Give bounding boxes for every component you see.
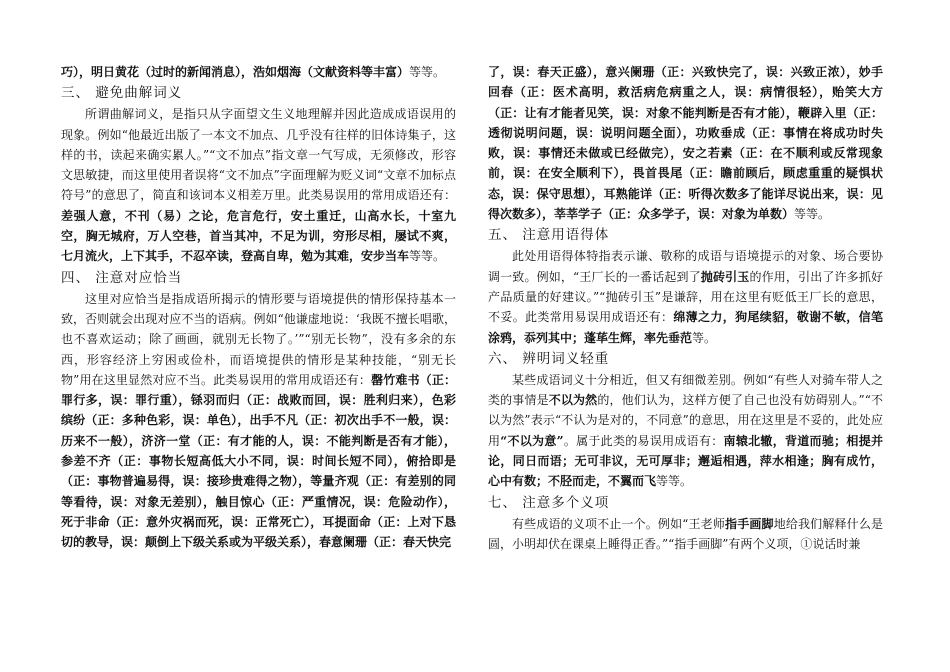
emphasized-idioms: 不以为然 [548, 393, 598, 408]
paragraph-continuation [61, 62, 456, 82]
body-text: 。属于此类的易误用成语有： [563, 433, 724, 448]
section-heading-5: 五、 注意用语得体 [488, 227, 610, 244]
body-text: 此处用语得体特指表示谦、敬称的成语与语境提示的对象、场合要协调一致。例如，“王厂长的一番话起到了 [488, 249, 883, 284]
body-text: 等等。 [409, 249, 446, 264]
emphasized-idioms: 巧），明日黄花（过时的新闻消息），浩如烟海（文献资料等丰富） [61, 65, 410, 79]
section-4-paragraph [61, 289, 456, 553]
section-3-paragraph [61, 104, 456, 266]
emphasized-idioms: 了，误：春天正盛），意兴阑珊（正：兴致快完了，误：兴致正浓），妙手回春（正：医术高明，救活病危病重之人，误：病情很轻），贻笑大方（正：让有才能者见笑，误：对象不能判断是否有才能），鞭辟入里（正：透彻说明问题，误：说明问题全面），功败垂成（正：事情在将成功时失败，误：事情还未做或已经做完），安之若素（正：在不顺利或反常现象前，误：在安全顺利下），畏首畏尾（正：瞻前顾后，顾虑重重的疑惧状态，误：保守思想），耳熟能详（正：听得次数多了能详尽说出来，误：见得次数多），莘莘学子（正：众多学子，误：对象为单数） [488, 65, 883, 222]
body-text: 所谓曲解词义，是指只从字面望文生义地理解并因此造成成语误用的现象。例如“他最近出版了一本文不加点、几乎没有往样的旧体诗集子，这样的书，读起来确实累人。”“文不加点”指文章一气写成，无须修改，形容文思敏捷，而这里使用者误将“文不加点”字面理解为贬义词“文章不加标点符号”的意思了，简直和该词本义相差万里。此类易误用的常用成语还有： [61, 107, 456, 203]
emphasized-idioms: “不以为意” [500, 433, 564, 448]
section-heading-3: 三、 避免曲解词义 [61, 85, 183, 102]
body-text: 某些成语词义十分相近，但又有细微差别。例如“有些人对骑车带人之类的事情是 [488, 372, 883, 408]
body-text: 等。 [692, 330, 717, 345]
body-text: 等等。 [409, 65, 446, 79]
right-column [488, 62, 883, 554]
section-5-paragraph [488, 246, 883, 347]
emphasized-idioms: 罄竹难书（正：罪行多，误：罪行重），铩羽而归（正：战败而回，误：胜利归来），色彩缤纷（正：多种色彩，误：单色），出手不凡（正：初次出手不一般，误：历来不一般），济济一堂（正：有才能的人，误：不能判断是否有才能），参差不齐（正：事物长短高低大小不同，误：时间长短不同），俯拾即是（正：事物普遍易得，误：接珍贵难得之物），等量齐观（正：有差别的同等看待，误：对象无差别），触目惊心（正：严重情况，误：危险动作），死于非命（正：意外灾祸而死，误：正常死亡），耳提面命（正：上对下恳切的教导，误：颠倒上下级关系或为平级关系），春意阑珊（正：春天快完 [61, 372, 456, 550]
body-text: 的，他们认为，这样方便了自己也没有妨碍别人。”“不以为然”表示“不认为是对的，不同意”的意思，用在这里是不妥的，此处应用 [488, 393, 883, 448]
left-column [61, 62, 456, 553]
emphasized-idioms: 指手画脚 [725, 516, 774, 531]
emphasized-idioms: 绵薄之力，狗尾续貂，敬谢不敏，信笔涂鸦，忝列其中；蓬荜生辉，率先垂范 [488, 310, 883, 345]
body-text: 等等。 [656, 474, 693, 489]
emphasized-idioms: 抛砖引玉 [700, 269, 750, 284]
section-4-paragraph-continued [488, 62, 883, 224]
section-6-paragraph [488, 370, 883, 492]
emphasized-idioms: 差强人意，不刊（易）之论，危言危行，安土重迁，山高水长，十室九空，胸无城府，万人空巷，首当其冲，不足为训，穷形尽相，屡试不爽，七月流火，上下其手，不忍卒读，登高自卑，勉为其难，安步当车 [61, 208, 456, 264]
emphasized-idioms: 南辕北辙，背道而驰；相提并论，同日而语；无可非议，无可厚非；邂逅相遇，萍水相逢；胸有成竹，心中有数；不胫而走，不翼而飞 [488, 433, 883, 489]
section-heading-6: 六、 辨明词义轻重 [488, 350, 610, 367]
body-text: 的作用，引出了许多抓好产品质量的好建议。”“抛砖引玉”是谦辞，用在这里有贬低王厂长的意思，不妥。此类常用易误用成语还有： [488, 269, 883, 325]
body-text: 地给我们解释什么是圆，小明却伏在课桌上睡得正香。”“指手画脚”有两个义项，①说话时兼 [488, 516, 883, 551]
body-text: 等等。 [794, 207, 831, 222]
section-heading-4: 四、 注意对应恰当 [61, 269, 183, 286]
section-heading-7: 七、 注意多个义项 [488, 494, 610, 511]
body-text: 有些成语的义项不止一个。例如“王老师 [512, 516, 726, 531]
section-7-paragraph [488, 514, 883, 555]
body-text: 这里对应恰当是指成语所揭示的情形要与语境提供的情形保持基本一致，否则就会出现对应不当的语病。例如“他谦虚地说：‘我既不擅长唱歌，也不喜欢运动；除了画画，就别无长物了。’”“别无长物”，没有多余的东西，形容经济上穷困或俭朴，而语境提供的情形是某种技能，“别无长物”用在这里显然对应不当。此类易误用的常用成语还有： [61, 291, 456, 387]
